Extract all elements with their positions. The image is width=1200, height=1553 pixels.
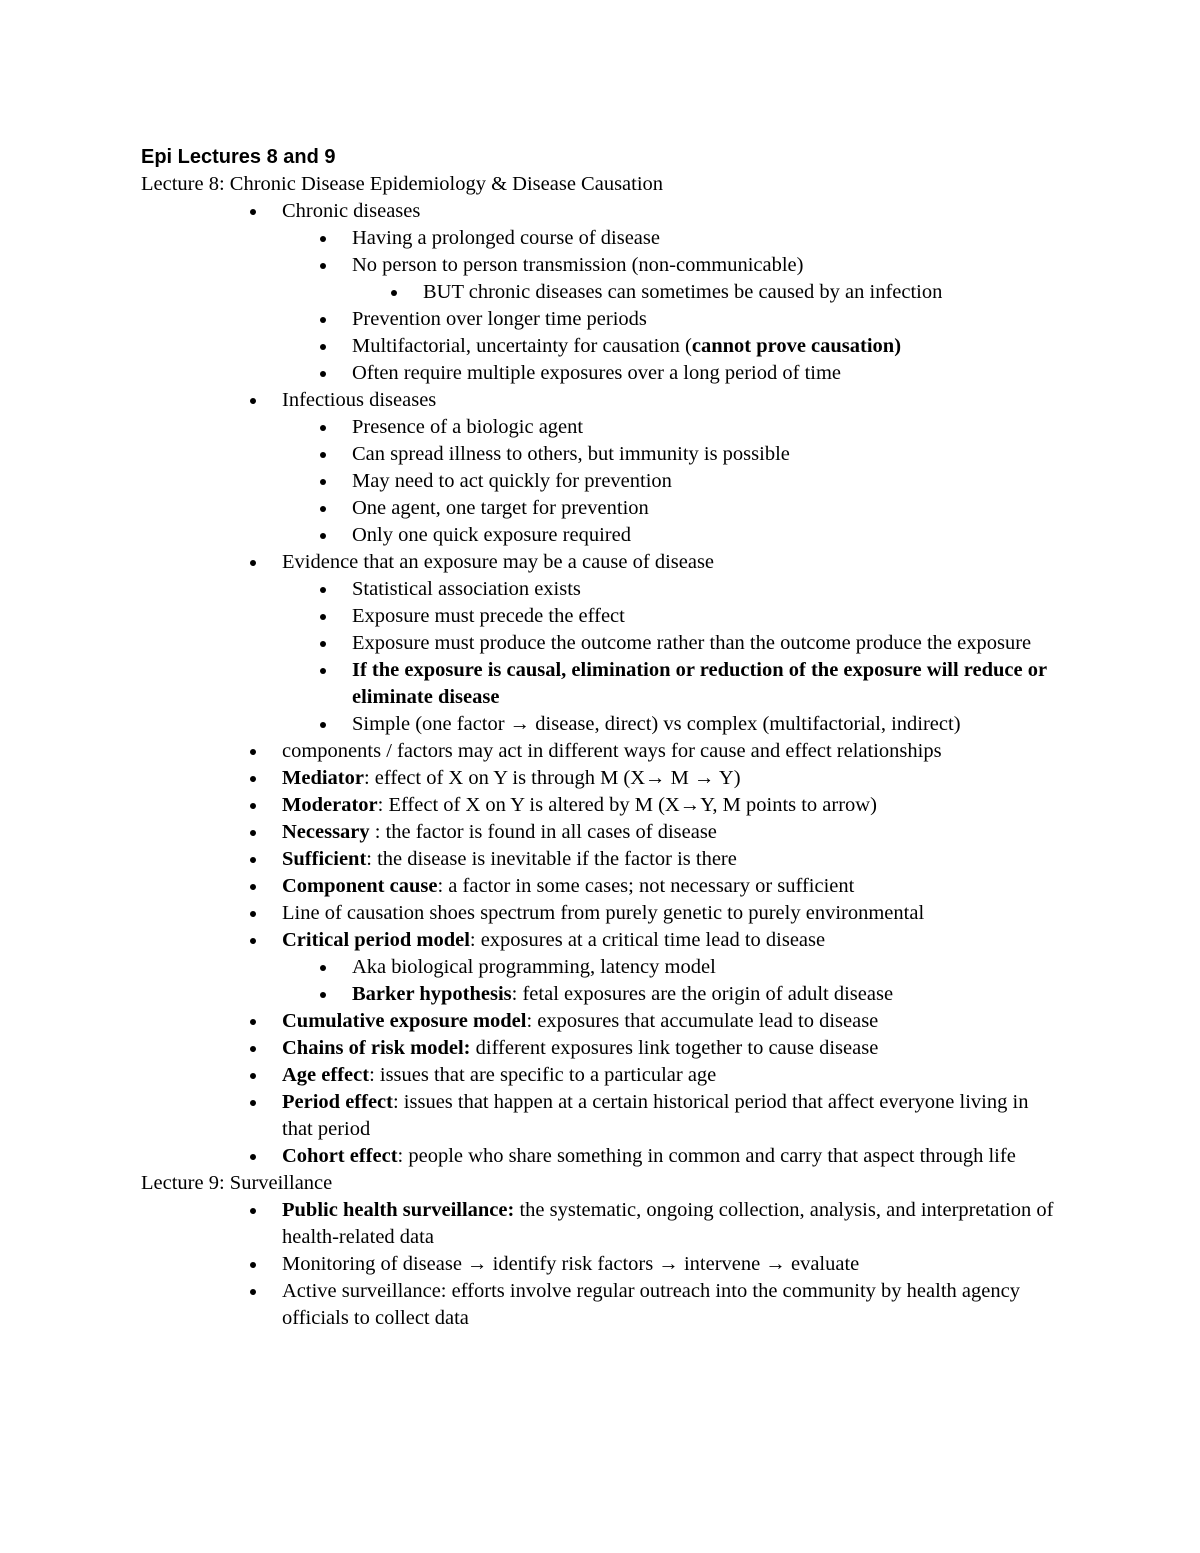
list-item bbox=[282, 468, 1141, 495]
list-item bbox=[141, 549, 1141, 738]
critical-period-sublist bbox=[141, 954, 1141, 1008]
list-item bbox=[141, 387, 1141, 549]
list-item-text bbox=[282, 1197, 1062, 1251]
term: Necessary bbox=[282, 821, 370, 843]
list-item bbox=[141, 1089, 1141, 1143]
definition: : effect of X on Y is through M (X→ M → Y) bbox=[363, 767, 741, 789]
list-item bbox=[282, 306, 1141, 333]
list-item bbox=[141, 1278, 1141, 1332]
term: Period effect bbox=[282, 1091, 393, 1113]
infectious-diseases-sublist bbox=[141, 414, 1141, 549]
list-item bbox=[282, 333, 1141, 360]
list-item bbox=[282, 711, 1141, 738]
lecture-8-list bbox=[141, 198, 1141, 1170]
definition: : exposures at a critical time lead to disease bbox=[469, 929, 826, 951]
list-item bbox=[141, 1251, 1141, 1278]
list-item bbox=[141, 1062, 1141, 1089]
list-item bbox=[282, 495, 1141, 522]
document-title: Epi Lectures 8 and 9 bbox=[141, 146, 336, 168]
list-item bbox=[141, 1008, 1141, 1035]
lecture-8-heading: Lecture 8: Chronic Disease Epidemiology & Disease Causation bbox=[141, 173, 664, 195]
bold-text: If the exposure is causal, elimination or reduction of the exposure will reduce or eliminate disease bbox=[352, 659, 1047, 708]
list-item-text: Simple (one factor → disease, direct) vs complex (multifactorial, indirect) bbox=[352, 713, 961, 735]
term: Mediator bbox=[282, 767, 364, 789]
list-item bbox=[141, 927, 1141, 1008]
definition: : the factor is found in all cases of disease bbox=[369, 821, 717, 843]
evidence-sublist bbox=[141, 576, 1141, 738]
list-item bbox=[282, 360, 1141, 387]
term: Public health surveillance: bbox=[282, 1199, 515, 1221]
list-item-text: Aka biological programming, latency model bbox=[352, 956, 716, 978]
list-item-text: Active surveillance: efforts involve regular outreach into the community by health agency officials to collect data bbox=[282, 1280, 1020, 1329]
definition: : people who share something in common and carry that aspect through life bbox=[397, 1145, 1016, 1167]
list-item bbox=[282, 954, 1141, 981]
definition: : fetal exposures are the origin of adult disease bbox=[511, 983, 894, 1005]
list-item bbox=[141, 765, 1141, 792]
list-item bbox=[141, 819, 1141, 846]
definition: : exposures that accumulate lead to disease bbox=[526, 1010, 879, 1032]
list-item bbox=[141, 900, 1141, 927]
list-item bbox=[282, 603, 1141, 630]
list-item-text: Prevention over longer time periods bbox=[352, 308, 647, 330]
list-item bbox=[282, 225, 1141, 252]
list-item-text: Can spread illness to others, but immunity is possible bbox=[352, 443, 790, 465]
list-item bbox=[282, 981, 1141, 1008]
list-item-text: One agent, one target for prevention bbox=[352, 497, 649, 519]
list-item bbox=[282, 657, 1141, 711]
evidence-label: Evidence that an exposure may be a cause of disease bbox=[282, 551, 715, 573]
list-item-text: Line of causation shoes spectrum from purely genetic to purely environmental bbox=[282, 902, 925, 924]
list-item bbox=[282, 414, 1141, 441]
list-item bbox=[141, 1035, 1141, 1062]
list-item bbox=[352, 279, 1141, 306]
list-item-text: Presence of a biologic agent bbox=[352, 416, 584, 438]
term: Age effect bbox=[282, 1064, 370, 1086]
document-body bbox=[141, 171, 1141, 1332]
list-item-text: Exposure must produce the outcome rather than the outcome produce the exposure bbox=[352, 632, 1032, 654]
list-item bbox=[282, 630, 1141, 657]
list-item-text: Often require multiple exposures over a long period of time bbox=[352, 362, 842, 384]
list-item-text: BUT chronic diseases can sometimes be caused by an infection bbox=[423, 281, 943, 303]
definition: : issues that happen at a certain historical period that affect everyone living in that period bbox=[282, 1091, 1029, 1140]
list-item bbox=[141, 1197, 1141, 1251]
term: Sufficient bbox=[282, 848, 367, 870]
definition: : a factor in some cases; not necessary or sufficient bbox=[437, 875, 855, 897]
list-item bbox=[141, 846, 1141, 873]
term: Moderator bbox=[282, 794, 378, 816]
list-item bbox=[141, 873, 1141, 900]
list-item bbox=[282, 441, 1141, 468]
list-item-text bbox=[282, 1143, 1062, 1170]
definition: different exposures link together to cause disease bbox=[470, 1037, 879, 1059]
term: Barker hypothesis bbox=[352, 983, 512, 1005]
lecture-9-list bbox=[141, 1197, 1141, 1332]
term: Component cause bbox=[282, 875, 438, 897]
list-item-text: Only one quick exposure required bbox=[352, 524, 631, 546]
definition: : issues that are specific to a particular age bbox=[369, 1064, 717, 1086]
nested-sublist bbox=[282, 279, 1141, 306]
definition: the systematic, ongoing collection, analysis, and interpretation of health-related data bbox=[282, 1199, 1054, 1248]
list-item-text bbox=[282, 1089, 1062, 1143]
list-item-text: No person to person transmission (non-communicable) bbox=[352, 254, 804, 276]
list-item-text: Statistical association exists bbox=[352, 578, 581, 600]
chronic-diseases-label: Chronic diseases bbox=[282, 200, 421, 222]
definition: : Effect of X on Y is altered by M (X→Y, M points to arrow) bbox=[377, 794, 877, 816]
infectious-diseases-label: Infectious diseases bbox=[282, 389, 437, 411]
list-item bbox=[141, 738, 1141, 765]
term: Chains of risk model: bbox=[282, 1037, 471, 1059]
list-item bbox=[282, 252, 1141, 306]
list-item bbox=[141, 1143, 1141, 1170]
lecture-9-heading: Lecture 9: Surveillance bbox=[141, 1172, 333, 1194]
list-item-text: Exposure must precede the effect bbox=[352, 605, 625, 627]
list-item bbox=[282, 576, 1141, 603]
list-item-text: Multifactorial, uncertainty for causation ( bbox=[352, 335, 692, 357]
list-item-text: Monitoring of disease → identify risk factors → intervene → evaluate bbox=[282, 1253, 860, 1275]
term: Critical period model bbox=[282, 929, 470, 951]
term: Cohort effect bbox=[282, 1145, 398, 1167]
list-item bbox=[282, 522, 1141, 549]
definition: : the disease is inevitable if the factor is there bbox=[366, 848, 737, 870]
term: Cumulative exposure model bbox=[282, 1010, 527, 1032]
list-item bbox=[141, 792, 1141, 819]
list-item-text: Having a prolonged course of disease bbox=[352, 227, 660, 249]
list-item-text: components / factors may act in different ways for cause and effect relationships bbox=[282, 740, 942, 762]
chronic-diseases-sublist bbox=[141, 225, 1141, 387]
list-item-text: May need to act quickly for prevention bbox=[352, 470, 672, 492]
bold-text: cannot prove causation) bbox=[691, 335, 902, 357]
list-item bbox=[141, 198, 1141, 387]
